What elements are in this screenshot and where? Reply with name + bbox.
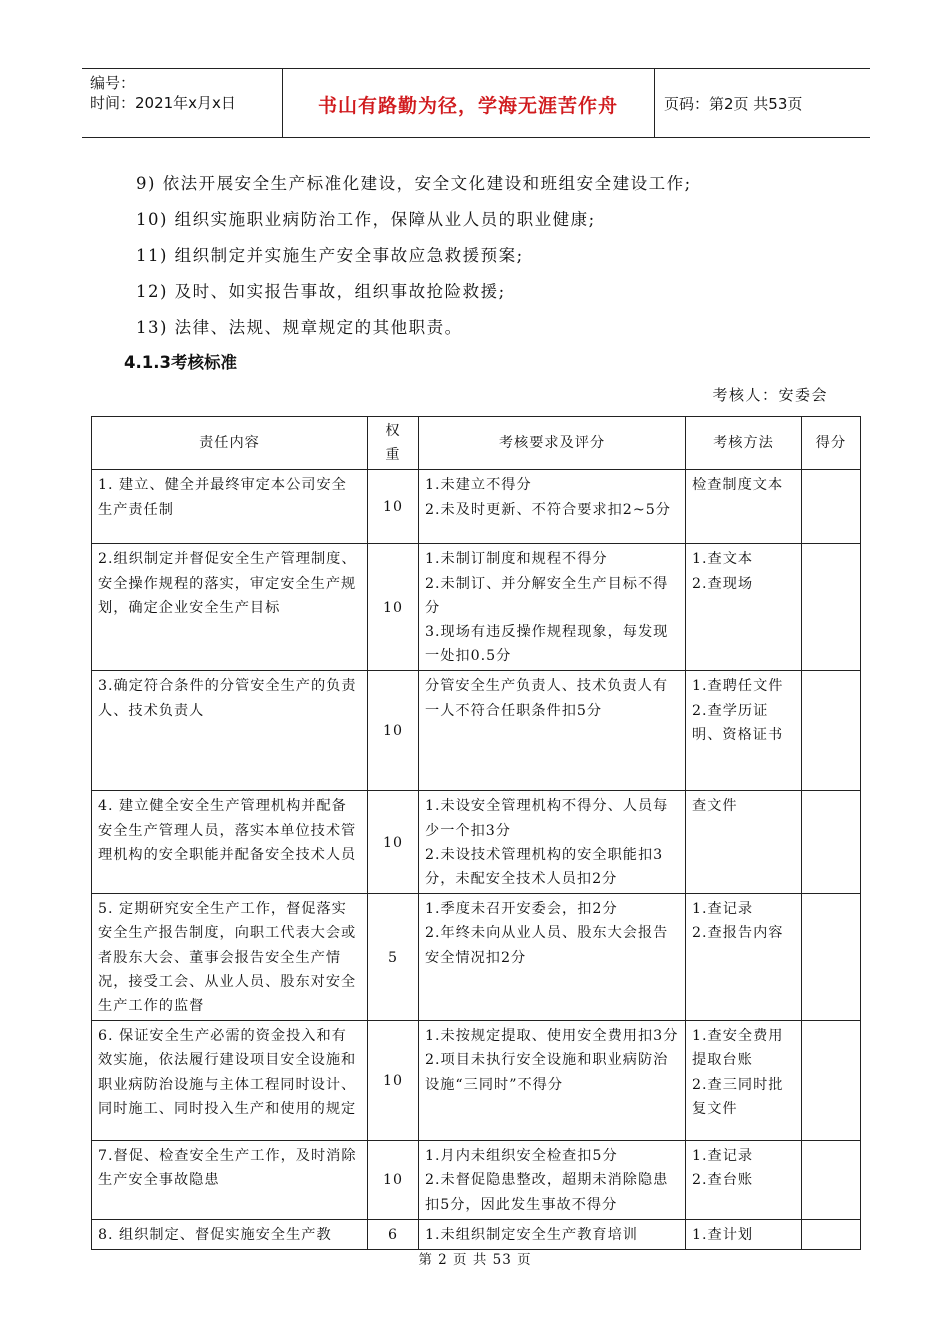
requirement-line: 3.现场有违反操作规程现象，每发现一处扣0.5分 — [425, 624, 669, 665]
cell-score — [802, 791, 861, 894]
method-line: 1.查记录 — [692, 901, 754, 918]
method-line: 1.查文本 — [692, 551, 754, 568]
requirement-line: 1.月内未组织安全检查扣5分 — [425, 1148, 618, 1165]
method-line: 2.查台账 — [692, 1172, 754, 1189]
method-line: 1.查计划 — [692, 1226, 754, 1243]
cell-requirement — [419, 1219, 686, 1249]
header-motto: 书山有路勤为径，学海无涯苦作舟 — [317, 95, 618, 117]
method-line: 查文件 — [692, 798, 738, 815]
cell-weight: 10 — [368, 1141, 419, 1220]
cell-method — [686, 894, 802, 1021]
cell-requirement — [419, 671, 686, 791]
header-page-info: 页码：第2页 共53页 — [664, 95, 803, 113]
method-line: 1.查聘任文件 — [692, 678, 784, 695]
col-header-method: 考核方法 — [686, 417, 802, 470]
cell-requirement — [419, 470, 686, 544]
cell-score — [802, 544, 861, 671]
table-row — [92, 470, 861, 544]
requirement-line: 2.未制订、并分解安全生产目标不得分 — [425, 575, 669, 616]
cell-content: 1. 建立、健全并最终审定本公司安全生产责任制 — [92, 470, 368, 544]
assessment-table — [91, 416, 861, 1250]
cell-content: 6. 保证安全生产必需的资金投入和有效实施，依法履行建设项目安全设施和职业病防治设施与主体工程同时设计、同时施工、同时投入生产和使用的规定 — [92, 1021, 368, 1141]
table-row — [92, 894, 861, 1021]
cell-content: 8. 组织制定、督促实施安全生产教 — [92, 1219, 368, 1249]
cell-weight: 10 — [368, 671, 419, 791]
cell-method — [686, 1219, 802, 1249]
cell-score — [802, 1219, 861, 1249]
requirement-line: 1.未设安全管理机构不得分、人员每少一个扣3分 — [425, 798, 669, 839]
method-line: 2.查三同时批复文件 — [692, 1076, 784, 1117]
method-line: 检查制度文本 — [692, 477, 784, 494]
requirement-line: 2.年终未向从业人员、股东大会报告安全情况扣2分 — [425, 925, 669, 966]
table-row — [92, 1021, 861, 1141]
list-item: 13) 法律、法规、规章规定的其他职责。 — [136, 318, 463, 337]
header-meta — [90, 73, 236, 113]
requirement-line: 1.季度未召开安委会，扣2分 — [425, 901, 618, 918]
header-divider — [654, 69, 655, 137]
table-header-row — [92, 417, 861, 470]
cell-requirement — [419, 1021, 686, 1141]
requirement-line: 1.未组织制定安全生产教育培训 — [425, 1226, 638, 1243]
cell-score — [802, 671, 861, 791]
cell-method — [686, 1141, 802, 1220]
page-header — [82, 68, 870, 138]
method-line: 2.查现场 — [692, 575, 754, 592]
cell-requirement — [419, 894, 686, 1021]
col-header-weight — [368, 417, 419, 470]
requirement-line: 1.未按规定提取、使用安全费用扣3分 — [425, 1028, 679, 1045]
cell-requirement — [419, 544, 686, 671]
method-line: 2.查学历证明、资格证书 — [692, 702, 784, 743]
page-footer: 第 2 页 共 53 页 — [418, 1252, 532, 1268]
list-item: 9) 依法开展安全生产标准化建设，安全文化建设和班组安全建设工作; — [136, 174, 692, 193]
col-header-weight-line2: 重 — [385, 447, 401, 464]
col-header-content: 责任内容 — [92, 417, 368, 470]
table-row — [92, 1219, 861, 1249]
cell-method — [686, 791, 802, 894]
requirement-line: 1.未制订制度和规程不得分 — [425, 551, 608, 568]
table-row — [92, 791, 861, 894]
section-title: 4.1.3考核标准 — [124, 353, 237, 372]
cell-content: 7.督促、检查安全生产工作，及时消除生产安全事故隐患 — [92, 1141, 368, 1220]
col-header-weight-line1: 权 — [385, 423, 401, 439]
cell-method — [686, 671, 802, 791]
cell-weight: 10 — [368, 1021, 419, 1141]
cell-content: 4. 建立健全安全生产管理机构并配备安全生产管理人员，落实本单位技术管理机构的安全职能并配备安全技术人员 — [92, 791, 368, 894]
assessor-label: 考核人：安委会 — [712, 386, 828, 404]
cell-score — [802, 1021, 861, 1141]
doc-number-label: 编号： — [90, 74, 136, 92]
requirement-line: 2.项目未执行安全设施和职业病防治设施“三同时”不得分 — [425, 1052, 669, 1093]
cell-method — [686, 1021, 802, 1141]
cell-score — [802, 470, 861, 544]
method-line: 1.查记录 — [692, 1148, 754, 1165]
cell-weight: 10 — [368, 791, 419, 894]
table-row — [92, 1141, 861, 1220]
doc-time-label: 时间：2021年x月x日 — [90, 94, 236, 112]
cell-weight: 6 — [368, 1219, 419, 1249]
table-row — [92, 671, 861, 791]
cell-method — [686, 470, 802, 544]
cell-content: 5. 定期研究安全生产工作，督促落实安全生产报告制度，向职工代表大会或者股东大会、董事会报告安全生产情况，接受工会、从业人员、股东对安全生产工作的监督 — [92, 894, 368, 1021]
col-header-requirement: 考核要求及评分 — [419, 417, 686, 470]
table-row — [92, 544, 861, 671]
cell-weight: 5 — [368, 894, 419, 1021]
method-line: 1.查安全费用提取台账 — [692, 1028, 784, 1069]
cell-requirement — [419, 791, 686, 894]
cell-weight: 10 — [368, 470, 419, 544]
cell-score — [802, 894, 861, 1021]
cell-score — [802, 1141, 861, 1220]
list-item: 11) 组织制定并实施生产安全事故应急救援预案; — [136, 246, 524, 265]
list-item: 12) 及时、如实报告事故，组织事故抢险救援; — [136, 282, 506, 301]
requirement-line: 2.未设技术管理机构的安全职能扣3分，未配安全技术人员扣2分 — [425, 846, 664, 888]
cell-weight: 10 — [368, 544, 419, 671]
col-header-score: 得分 — [802, 417, 861, 470]
list-item: 10) 组织实施职业病防治工作，保障从业人员的职业健康; — [136, 210, 596, 229]
method-line: 2.查报告内容 — [692, 925, 784, 942]
requirement-line: 2.未及时更新、不符合要求扣2~5分 — [425, 501, 671, 518]
requirement-line: 1.未建立不得分 — [425, 477, 532, 494]
cell-requirement — [419, 1141, 686, 1220]
cell-content: 2.组织制定并督促安全生产管理制度、安全操作规程的落实，审定安全生产规划，确定企业安全生产目标 — [92, 544, 368, 671]
requirement-line: 分管安全生产负责人、技术负责人有一人不符合任职条件扣5分 — [425, 678, 669, 719]
cell-content: 3.确定符合条件的分管安全生产的负责人、技术负责人 — [92, 671, 368, 791]
cell-method — [686, 544, 802, 671]
requirement-line: 2.未督促隐患整改，超期未消除隐患扣5分，因此发生事故不得分 — [425, 1172, 669, 1213]
